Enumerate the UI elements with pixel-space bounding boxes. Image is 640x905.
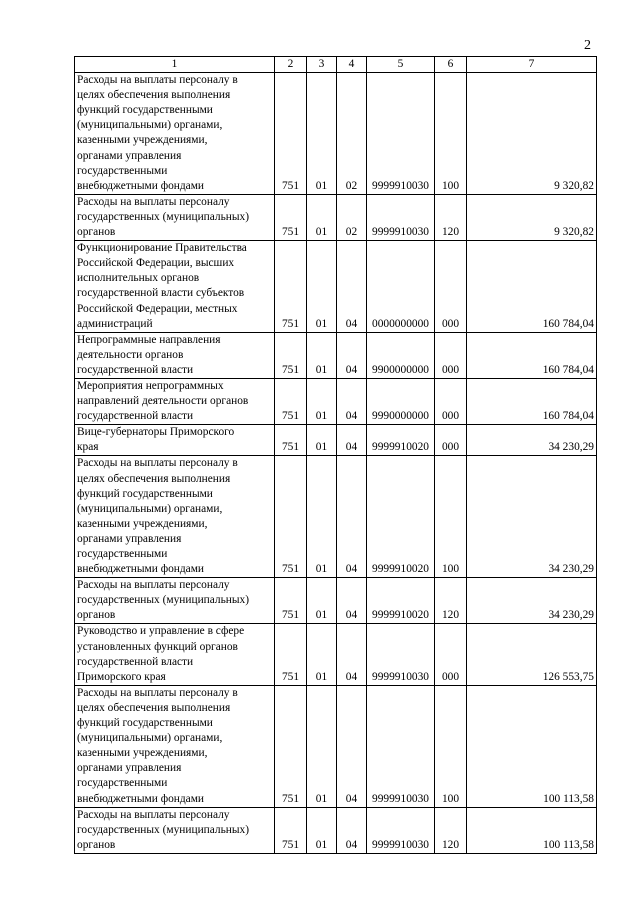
amount-cell: 34 230,29	[467, 578, 597, 624]
amount-cell: 9 320,82	[467, 73, 597, 195]
table-row	[75, 685, 597, 807]
row-name-line: казенными учреждениями,	[77, 747, 208, 760]
header-col-4: 4	[337, 57, 367, 73]
target-article-cell: 9999910030	[367, 624, 435, 685]
subsection-code-cell: 04	[337, 807, 367, 853]
amount-cell: 160 784,04	[467, 378, 597, 424]
header-row	[75, 57, 597, 73]
section-code-cell: 01	[307, 194, 337, 240]
admin-code-cell: 751	[275, 241, 307, 333]
row-name-line: направлений деятельности органов	[77, 395, 249, 408]
section-code-cell: 01	[307, 578, 337, 624]
amount-cell: 126 553,75	[467, 624, 597, 685]
expense-type-cell: 000	[435, 425, 467, 456]
row-name-line: органов	[77, 838, 116, 851]
row-name-line: функций государственными	[77, 104, 213, 117]
table-row	[75, 332, 597, 378]
row-name-line: администраций	[77, 317, 153, 330]
target-article-cell: 9999910020	[367, 578, 435, 624]
header-col-6: 6	[435, 57, 467, 73]
table-row	[75, 578, 597, 624]
subsection-code-cell: 04	[337, 241, 367, 333]
target-article-cell: 0000000000	[367, 241, 435, 333]
admin-code-cell: 751	[275, 685, 307, 807]
expense-type-cell: 000	[435, 624, 467, 685]
subsection-code-cell: 04	[337, 378, 367, 424]
table-body	[75, 73, 597, 854]
row-name-line: (муниципальными) органами,	[77, 732, 223, 745]
row-name-line: Вице-губернаторы Приморского	[77, 426, 235, 439]
row-name-line: Приморского края	[77, 670, 166, 683]
section-code-cell: 01	[307, 73, 337, 195]
amount-cell: 160 784,04	[467, 332, 597, 378]
row-name-line: государственных (муниципальных)	[77, 210, 250, 223]
header-col-3: 3	[307, 57, 337, 73]
row-name-line: государственной власти субъектов	[77, 287, 245, 300]
row-name-line: органов	[77, 226, 116, 239]
row-name-cell	[75, 378, 275, 424]
row-name-line: государственной власти	[77, 655, 194, 668]
row-name-line: внебюджетными фондами	[77, 563, 205, 576]
row-name-line: казенными учреждениями,	[77, 517, 208, 530]
row-name-line: государственной власти	[77, 410, 194, 423]
row-name-line: государственными	[77, 777, 168, 790]
subsection-code-cell: 04	[337, 624, 367, 685]
row-name-line: исполнительных органов	[77, 272, 200, 285]
row-name-line: Руководство и управление в сфере	[77, 625, 245, 638]
page-number: 2	[584, 38, 591, 53]
expense-type-cell: 000	[435, 378, 467, 424]
expense-type-cell: 000	[435, 332, 467, 378]
row-name-line: органами управления	[77, 149, 182, 162]
row-name-line: органов	[77, 609, 116, 622]
row-name-line: Функционирование Правительства	[77, 242, 247, 255]
row-name-line: внебюджетными фондами	[77, 792, 205, 805]
row-name-line: установленных функций органов	[77, 640, 238, 653]
row-name-line: государственных (муниципальных)	[77, 594, 250, 607]
subsection-code-cell: 04	[337, 578, 367, 624]
section-code-cell: 01	[307, 685, 337, 807]
row-name-line: края	[77, 441, 99, 454]
row-name-line: функций государственными	[77, 487, 213, 500]
row-name-cell	[75, 578, 275, 624]
row-name-line: Расходы на выплаты персоналу в	[77, 686, 238, 699]
table-row	[75, 194, 597, 240]
header-col-1: 1	[75, 57, 275, 73]
row-name-cell	[75, 73, 275, 195]
row-name-line: Расходы на выплаты персоналу	[77, 808, 230, 821]
row-name-line: государственной власти	[77, 363, 194, 376]
row-name-line: (муниципальными) органами,	[77, 119, 223, 132]
admin-code-cell: 751	[275, 194, 307, 240]
row-name-cell	[75, 332, 275, 378]
header-col-7: 7	[467, 57, 597, 73]
admin-code-cell: 751	[275, 624, 307, 685]
row-name-line: казенными учреждениями,	[77, 134, 208, 147]
row-name-line: Мероприятия непрограммных	[77, 379, 224, 392]
row-name-line: органами управления	[77, 762, 182, 775]
row-name-line: деятельности органов	[77, 348, 184, 361]
expense-type-cell: 100	[435, 685, 467, 807]
amount-cell: 160 784,04	[467, 241, 597, 333]
row-name-line: целях обеспечения выполнения	[77, 472, 231, 485]
row-name-line: (муниципальными) органами,	[77, 502, 223, 515]
row-name-line: государственными	[77, 548, 168, 560]
row-name-cell	[75, 241, 275, 333]
row-name-line: Непрограммные направления	[77, 333, 221, 346]
section-code-cell: 01	[307, 425, 337, 456]
row-name-line: Расходы на выплаты персоналу	[77, 195, 230, 208]
section-code-cell: 01	[307, 624, 337, 685]
row-name-line: органами управления	[77, 532, 182, 545]
target-article-cell: 9990000000	[367, 378, 435, 424]
header-col-2: 2	[275, 57, 307, 73]
table-row	[75, 378, 597, 424]
section-code-cell: 01	[307, 456, 337, 578]
row-name-line: целях обеспечения выполнения	[77, 89, 231, 102]
table-row	[75, 624, 597, 685]
row-name-line: Расходы на выплаты персоналу в	[77, 74, 238, 87]
expense-type-cell: 120	[435, 578, 467, 624]
section-code-cell: 01	[307, 807, 337, 853]
expense-type-cell: 000	[435, 241, 467, 333]
row-name-line: Расходы на выплаты персоналу	[77, 579, 230, 592]
admin-code-cell: 751	[275, 425, 307, 456]
admin-code-cell: 751	[275, 578, 307, 624]
target-article-cell: 9999910030	[367, 807, 435, 853]
row-name-line: функций государственными	[77, 717, 213, 730]
expense-type-cell: 120	[435, 194, 467, 240]
row-name-cell	[75, 194, 275, 240]
header-col-5: 5	[367, 57, 435, 73]
row-name-cell	[75, 807, 275, 853]
subsection-code-cell: 02	[337, 194, 367, 240]
target-article-cell: 9999910030	[367, 194, 435, 240]
amount-cell: 9 320,82	[467, 194, 597, 240]
amount-cell: 100 113,58	[467, 807, 597, 853]
row-name-line: внебюджетными фондами	[77, 179, 205, 192]
row-name-line: государственными	[77, 164, 168, 177]
expense-type-cell: 120	[435, 807, 467, 853]
table-row	[75, 807, 597, 853]
amount-cell: 34 230,29	[467, 425, 597, 456]
subsection-code-cell: 04	[337, 685, 367, 807]
row-name-cell	[75, 624, 275, 685]
admin-code-cell: 751	[275, 73, 307, 195]
subsection-code-cell: 04	[337, 456, 367, 578]
expense-type-cell: 100	[435, 73, 467, 195]
table-row	[75, 425, 597, 456]
amount-cell: 100 113,58	[467, 685, 597, 807]
budget-table	[74, 56, 597, 854]
admin-code-cell: 751	[275, 378, 307, 424]
target-article-cell: 9999910030	[367, 73, 435, 195]
admin-code-cell: 751	[275, 807, 307, 853]
section-code-cell: 01	[307, 378, 337, 424]
subsection-code-cell: 02	[337, 73, 367, 195]
row-name-cell	[75, 456, 275, 578]
row-name-line: целях обеспечения выполнения	[77, 701, 231, 714]
table-row	[75, 456, 597, 578]
subsection-code-cell: 04	[337, 332, 367, 378]
target-article-cell: 9999910020	[367, 456, 435, 578]
target-article-cell: 9999910030	[367, 685, 435, 807]
admin-code-cell: 751	[275, 456, 307, 578]
row-name-line: государственных (муниципальных)	[77, 823, 250, 836]
row-name-line: Российской Федерации, высших	[77, 257, 235, 270]
expense-type-cell: 100	[435, 456, 467, 578]
table-row	[75, 241, 597, 333]
table-row	[75, 73, 597, 195]
row-name-line: Российской Федерации, местных	[77, 302, 238, 315]
admin-code-cell: 751	[275, 332, 307, 378]
section-code-cell: 01	[307, 241, 337, 333]
row-name-cell	[75, 685, 275, 807]
subsection-code-cell: 04	[337, 425, 367, 456]
row-name-cell	[75, 425, 275, 456]
section-code-cell: 01	[307, 332, 337, 378]
target-article-cell: 9900000000	[367, 332, 435, 378]
row-name-line: Расходы на выплаты персоналу в	[77, 457, 238, 470]
amount-cell: 34 230,29	[467, 456, 597, 578]
target-article-cell: 9999910020	[367, 425, 435, 456]
